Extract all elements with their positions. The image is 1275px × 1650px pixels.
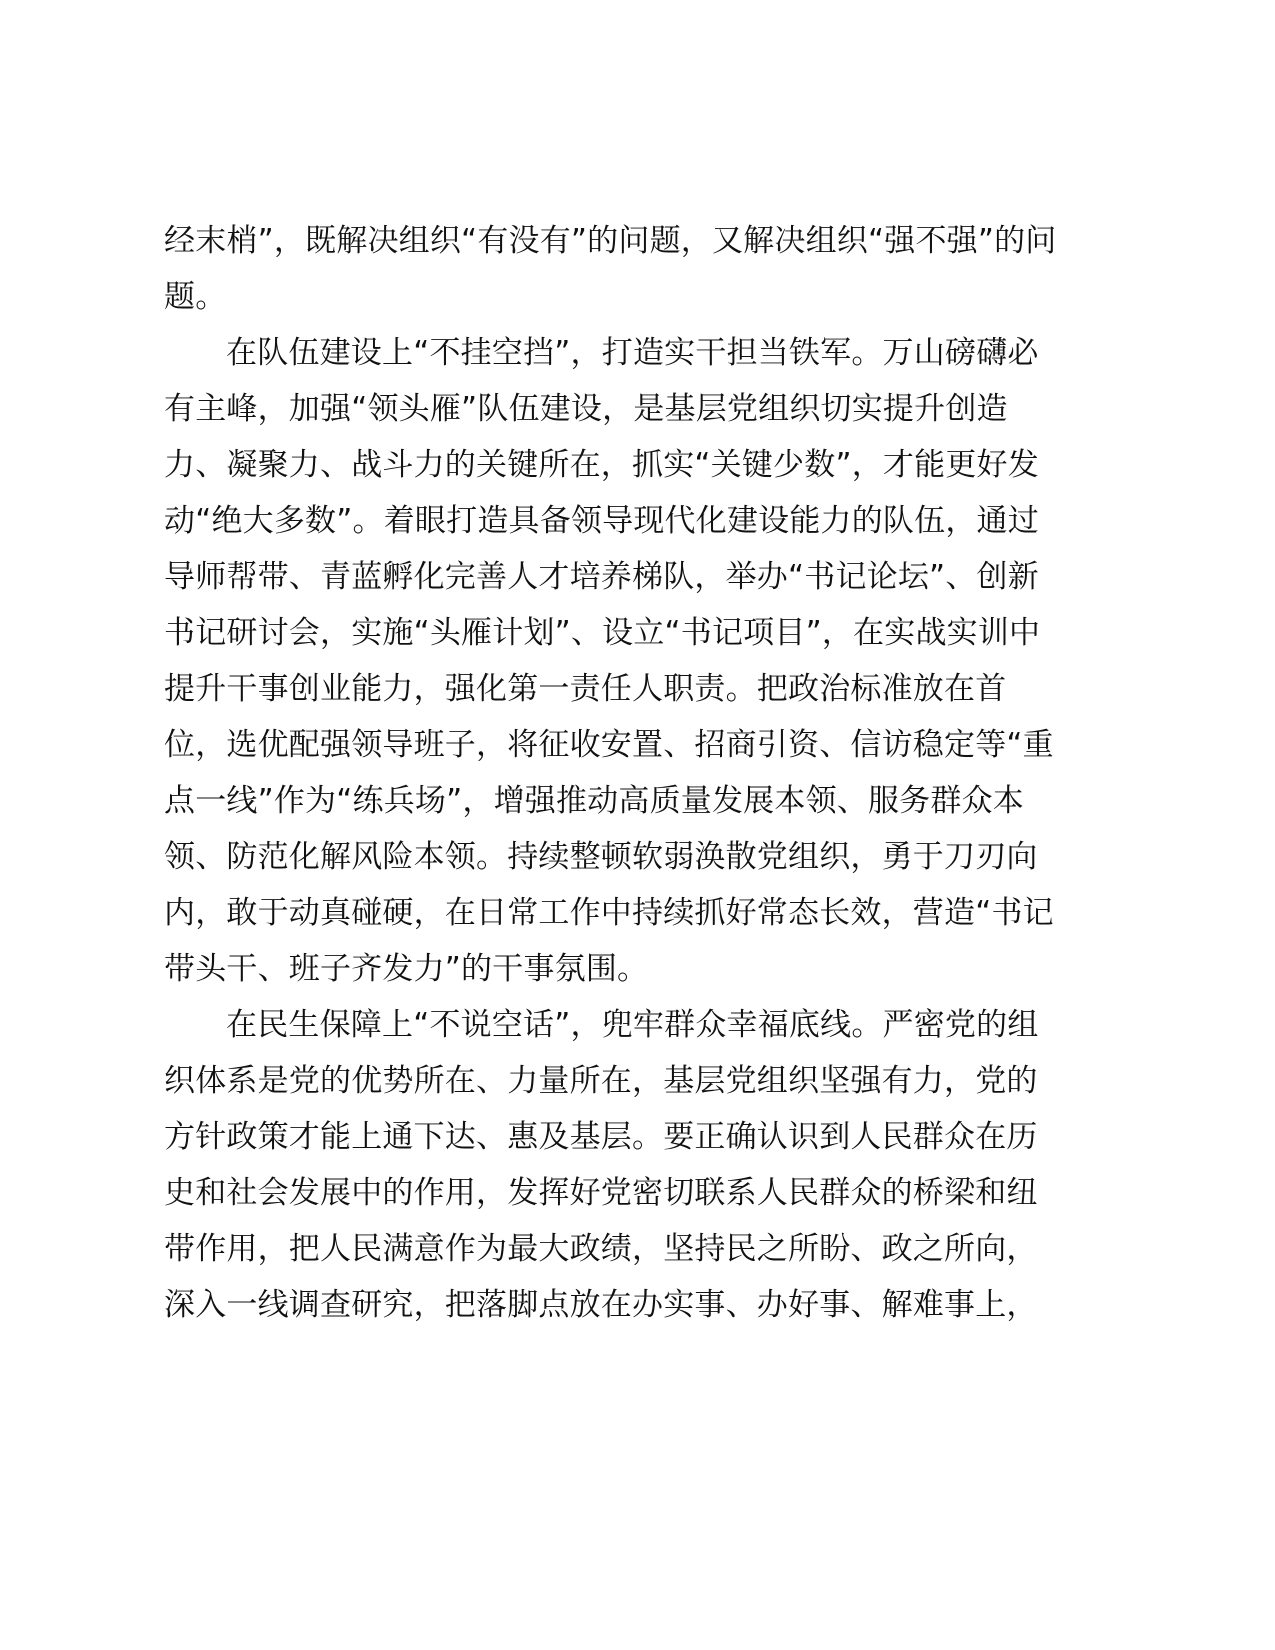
text-line: 题。 bbox=[164, 279, 227, 315]
text-line: 带头干、班子齐发力”的干事氛围。 bbox=[164, 951, 649, 987]
text-line: 织体系是党的优势所在、力量所在，基层党组织坚强有力，党的 bbox=[164, 1063, 1038, 1099]
text-line: 深入一线调查研究，把落脚点放在办实事、办好事、解难事上， bbox=[164, 1287, 1038, 1323]
text-line: 提升干事创业能力，强化第一责任人职责。把政治标准放在首 bbox=[164, 671, 1007, 707]
text-line: 经末梢”，既解决组织“有没有”的问题，又解决组织“强不强”的问 bbox=[164, 223, 1057, 259]
text-line: 力、凝聚力、战斗力的关键所在，抓实“关键少数”，才能更好发 bbox=[164, 447, 1039, 483]
text-line: 内，敢于动真碰硬，在日常工作中持续抓好常态长效，营造“书记 bbox=[164, 895, 1054, 931]
text-line: 导师帮带、青蓝孵化完善人才培养梯队，举办“书记论坛”、创新 bbox=[164, 559, 1039, 595]
paragraph-start-line: 在队伍建设上“不挂空挡”，打造实干担当铁军。万山磅礴必 bbox=[226, 335, 1039, 371]
text-line: 方针政策才能上通下达、惠及基层。要正确认识到人民群众在历 bbox=[164, 1119, 1038, 1155]
text-line: 点一线”作为“练兵场”，增强推动高质量发展本领、服务群众本 bbox=[164, 783, 1024, 819]
paragraph-start-line: 在民生保障上“不说空话”，兜牢群众幸福底线。严密党的组 bbox=[226, 1007, 1039, 1043]
text-line: 书记研讨会，实施“头雁计划”、设立“书记项目”，在实战实训中 bbox=[164, 615, 1041, 651]
text-line: 史和社会发展中的作用，发挥好党密切联系人民群众的桥梁和纽 bbox=[164, 1175, 1038, 1211]
text-line: 带作用，把人民满意作为最大政绩，坚持民之所盼、政之所向， bbox=[164, 1231, 1038, 1267]
text-line: 动“绝大多数”。着眼打造具备领导现代化建设能力的队伍，通过 bbox=[164, 503, 1039, 539]
text-line: 位，选优配强领导班子，将征收安置、招商引资、信访稳定等“重 bbox=[164, 727, 1054, 763]
text-line: 领、防范化解风险本领。持续整顿软弱涣散党组织，勇于刀刃向 bbox=[164, 839, 1038, 875]
text-line: 有主峰，加强“领头雁”队伍建设，是基层党组织切实提升创造 bbox=[164, 391, 1008, 427]
